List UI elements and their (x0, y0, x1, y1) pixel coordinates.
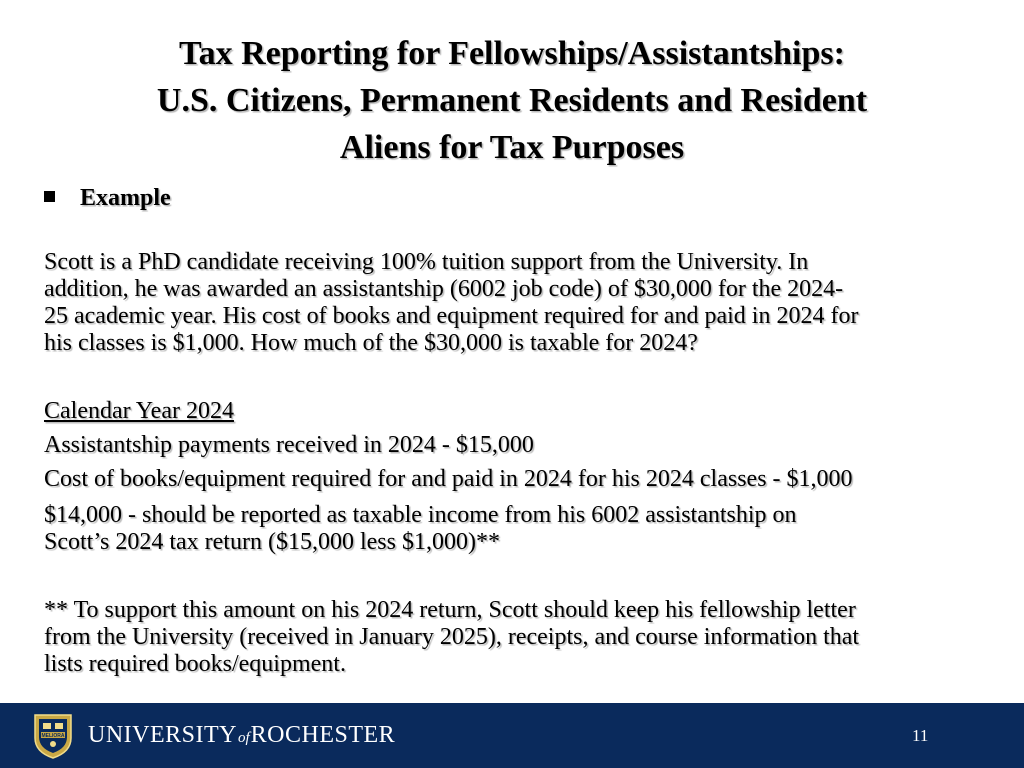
slide-title-line-1: Tax Reporting for Fellowships/Assistantships: (179, 35, 845, 72)
taxable-block (44, 502, 1019, 556)
note-line: lists required books/equipment. (44, 651, 346, 677)
calendar-heading: Calendar Year 2024 (44, 398, 234, 424)
note-paragraph (44, 597, 1019, 678)
note-line: from the University (received in January 2025), receipts, and course information that (44, 624, 860, 650)
example-paragraph-line: Scott is a PhD candidate receiving 100% tuition support from the University. In (44, 249, 809, 275)
university-wordmark (88, 720, 395, 753)
slide-title (0, 30, 1024, 171)
square-bullet-icon (44, 191, 55, 202)
university-wordmark-part-2: ROCHESTER (250, 722, 396, 748)
footer-bar (0, 703, 1024, 768)
taxable-line-2: Scott’s 2024 tax return ($15,000 less $1,000)** (44, 529, 500, 555)
university-seal-icon (32, 712, 74, 760)
example-paragraph-line: addition, he was awarded an assistantship (6002 job code) of $30,000 for the 2024- (44, 276, 844, 302)
payments-line: Assistantship payments received in 2024 - $15,000 (44, 432, 534, 458)
slide-title-line-3: Aliens for Tax Purposes (339, 129, 685, 166)
example-paragraph-line: his classes is $1,000. How much of the $30,000 is taxable for 2024? (44, 330, 698, 356)
cost-line: Cost of books/equipment required for and paid in 2024 for his 2024 classes - $1,000 (44, 466, 853, 492)
university-wordmark-part-1: UNIVERSITY (88, 722, 237, 748)
slide-title-line-2: U.S. Citizens, Permanent Residents and Resident (156, 82, 868, 119)
payments-block (44, 432, 1019, 459)
cost-block (44, 466, 1019, 493)
example-paragraph-line: 25 academic year. His cost of books and equipment required for and paid in 2024 for (44, 303, 859, 329)
example-paragraph (44, 249, 1019, 357)
page-number: 11 (912, 726, 929, 745)
example-label: Example (80, 185, 171, 211)
note-line: ** To support this amount on his 2024 return, Scott should keep his fellowship letter (44, 597, 856, 623)
taxable-line-1: $14,000 - should be reported as taxable income from his 6002 assistantship on (44, 502, 797, 528)
calendar-heading-block (44, 398, 1019, 425)
example-bullet (44, 183, 171, 213)
university-wordmark-of: of (238, 730, 250, 746)
seal-motto: MELIORA (41, 733, 65, 739)
